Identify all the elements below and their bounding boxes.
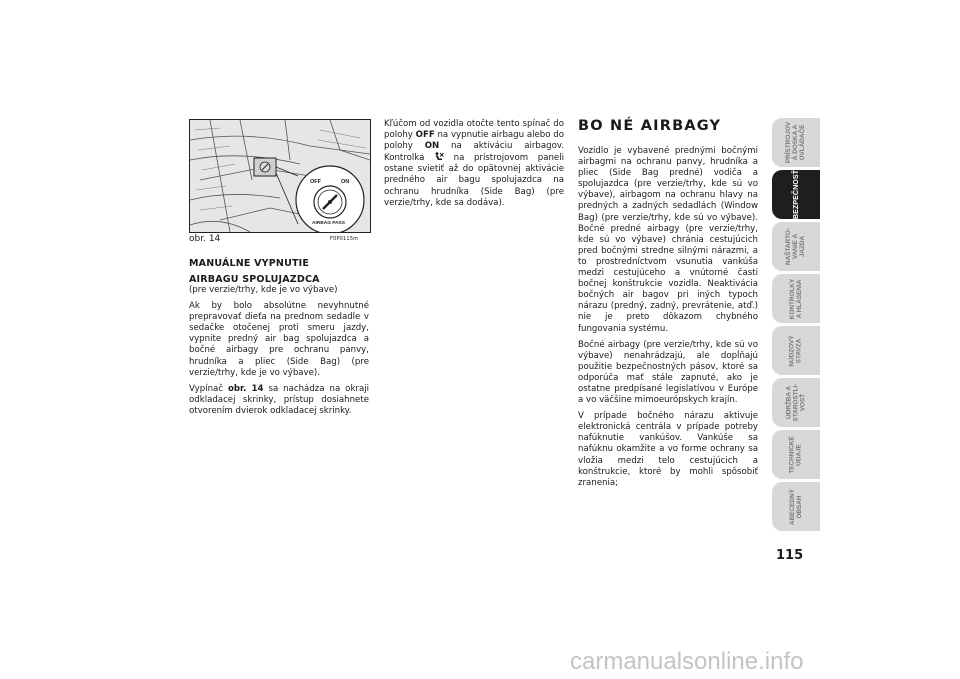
paragraph: [189, 384, 369, 417]
section-title-line1: MANUÁLNE VYPNUTIE: [189, 258, 310, 269]
side-airbags-section: [578, 146, 758, 494]
airbag-switch-figure: [189, 119, 371, 233]
text-run: na prístrojovom paneli ostane svietiť až do opätovnej aktivácie predného air bagu spolujazdca na ochranu hrudníka (Side Bag) (pre verzie/trhy, kde sa dodáva).: [384, 153, 564, 208]
text-run: na aktiváciu airbagov. Kontrolka: [384, 141, 565, 164]
passenger-airbag-off-icon: [434, 152, 444, 161]
tab-label: ABECEDNÝ OBSAH: [789, 488, 803, 525]
tab-bezpecnost[interactable]: [772, 170, 820, 219]
text-run: na vypnutie airbagu alebo do polohy: [384, 130, 564, 152]
figure-caption: obr. 14: [189, 234, 221, 244]
switch-off-label: OFF: [310, 179, 321, 185]
text-run: Vypínač: [189, 383, 228, 394]
off-position-label: OFF: [415, 130, 435, 141]
tab-abecedny-obsah[interactable]: [772, 482, 820, 531]
tab-kontrolky[interactable]: [772, 274, 820, 323]
tab-nastartovanie[interactable]: [772, 222, 820, 271]
tab-label: BEZPEČNOSŤ: [791, 169, 801, 220]
tab-pristrojova-doska[interactable]: [772, 118, 820, 167]
manual-deactivation-section: [189, 258, 369, 422]
page-number: 115: [776, 548, 804, 563]
tab-label: KONTROLKY A HLÁSENIA: [788, 278, 803, 319]
paragraph: V prípade bočného nárazu aktivuje elektronická centrála v prípade potreby nafúknutie vankúšov. Vankúše sa nafúknu okamžite a vo forme ochrany sa vložia medzi telo cestujúcich a konštrukcie, ktoré by mohli spôsobiť zranenia;: [578, 411, 758, 488]
paragraph: [384, 119, 564, 209]
text-run: sa nachádza na okraji odkladacej skrinky, prístup dosiahnete otvorením dvierok odkladacej skrinky.: [189, 383, 369, 416]
tab-technicke-udaje[interactable]: [772, 430, 820, 479]
switch-instructions-section: [384, 119, 564, 214]
figure-code: F0P0115m: [330, 236, 359, 242]
switch-airbag-pass-label: AIRBAG PASS: [312, 221, 345, 226]
on-position-label: ON: [424, 141, 440, 152]
paragraph: Ak by bolo absolútne nevyhnutné prepravovať dieťa na prednom sedadle v sedačke otočenej proti smeru jazdy, vypnite predný air bag spolujazdca a bočné airbagy pre ochranu panvy, hrudníka a pliec (Side Bag) (pre verzie/trhy, kde je vo výbave).: [189, 301, 369, 378]
watermark: carmanualsonline.info: [570, 648, 804, 675]
tab-nudzovy-stav[interactable]: [772, 326, 820, 375]
section-subtitle: (pre verzie/trhy, kde je vo výbave): [189, 285, 338, 295]
tab-label: PRÍSTROJOV Á DOSKA A OVLÁDAČE: [785, 121, 807, 164]
side-airbags-heading: BO NÉ AIRBAGY: [578, 118, 722, 134]
glovebox-illustration: [190, 120, 370, 232]
paragraph: Bočné airbagy (pre verzie/trhy, kde sú vo výbave) nenahrádzajú, ale dopĺňajú použitie bezpečnostných pásov, ktoré sa odporúča mať stále zapnuté, ako je ostatne predpísané legislatívou v Európe a vo väčšine mimoeurópskych krajín.: [578, 339, 758, 406]
text-run: Kľúčom od vozidla otočte tento spínač do polohy: [384, 119, 564, 141]
tab-label: NÚDZOVÝ STAVZA: [789, 334, 803, 367]
tab-label: ÚDRŽBA A STAROSTLI- VOSŤ: [785, 383, 807, 422]
switch-on-label: ON: [341, 179, 350, 185]
tab-label: NAŠTARTO- VANIE A JAZDA: [785, 227, 807, 266]
section-title-line2: AIRBAGU SPOLUJAZDCA: [189, 274, 320, 285]
paragraph: Vozidlo je vybavené prednými bočnými airbagmi na ochranu panvy, hrudníka a pliec (Side Bag predné) vodiča a spolujazdca (pre verzie/trhy, kde sú vo výbave), airbagom na ochranu hlavy na predných a zadných sedadlách (Window Bag) (pre verzie/trhy, kde sú vo výbave). Bočné predné airbagy (pre verzie/trhy, kde sú vo výbave) chránia cestujúcich pred bočnými stredne silnými nárazmi, a to prostredníctvom vsunutia vankúša medzi cestujúceho a vnútorné časti bočnej konštrukcie vozidla. Neaktivácia bočných air bagov pri iných typoch nárazu (predný, zadný, prevrátenie, atď.) nie je preto dôkazom chybného fungovania systému.: [578, 146, 758, 334]
figure-reference: obr. 14: [227, 383, 264, 394]
tab-udrzba[interactable]: [772, 378, 820, 427]
tab-label: TECHNICKÉ ÚDAJE: [789, 435, 803, 474]
